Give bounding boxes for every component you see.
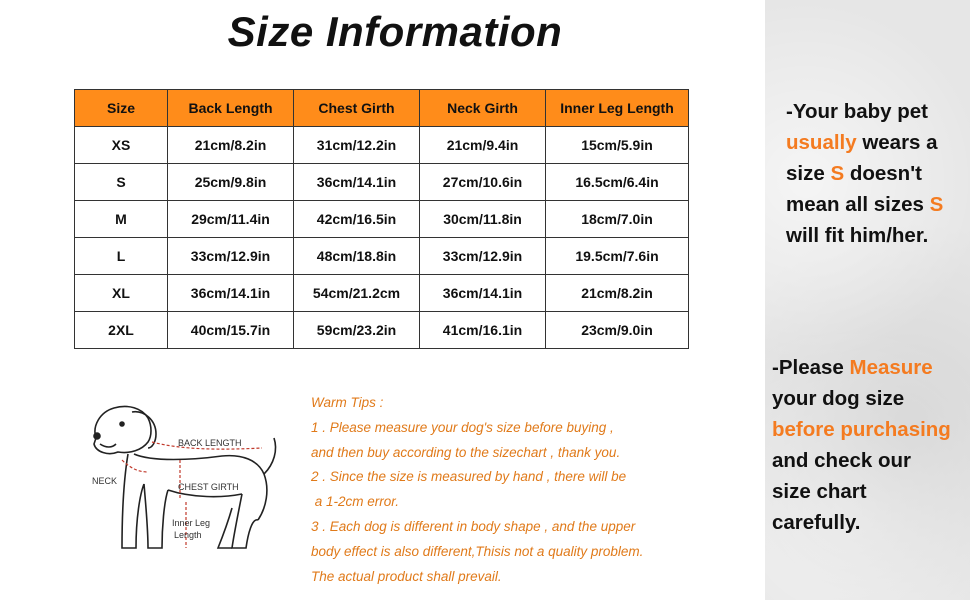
note-text: size chart bbox=[772, 480, 867, 503]
table-header-row bbox=[75, 90, 689, 127]
table-row bbox=[75, 201, 689, 238]
size-chart-table bbox=[74, 89, 689, 349]
size-cell: M bbox=[75, 201, 168, 238]
table-row bbox=[75, 238, 689, 275]
measurement-cell: 21cm/8.2in bbox=[546, 275, 689, 312]
column-header: Size bbox=[75, 90, 168, 127]
measurement-cell: 36cm/14.1in bbox=[420, 275, 546, 312]
note-highlight: Measure bbox=[849, 356, 933, 379]
measurement-cell: 33cm/12.9in bbox=[420, 238, 546, 275]
measurement-cell: 33cm/12.9in bbox=[168, 238, 294, 275]
sizing-note bbox=[786, 96, 943, 251]
measure-note bbox=[772, 352, 951, 538]
measurement-cell: 41cm/16.1in bbox=[420, 312, 546, 349]
note-text: -Your baby pet bbox=[786, 100, 928, 123]
note-text: will fit him/her. bbox=[786, 224, 929, 247]
column-header: Back Length bbox=[168, 90, 294, 127]
measurement-cell: 21cm/9.4in bbox=[420, 127, 546, 164]
measurement-cell: 59cm/23.2in bbox=[294, 312, 420, 349]
inner-leg-label: Inner Leg bbox=[172, 518, 211, 528]
note-highlight: usually bbox=[786, 131, 857, 154]
measurement-cell: 36cm/14.1in bbox=[168, 275, 294, 312]
tip-line: 3 . Each dog is different in body shape , and the upper bbox=[311, 518, 636, 534]
table-row bbox=[75, 275, 689, 312]
table-row bbox=[75, 312, 689, 349]
note-text: size bbox=[786, 162, 831, 185]
warm-tips bbox=[311, 391, 751, 589]
measurement-cell: 27cm/10.6in bbox=[420, 164, 546, 201]
column-header: Chest Girth bbox=[294, 90, 420, 127]
page-title: Size Information bbox=[227, 8, 563, 55]
note-text: carefully. bbox=[772, 511, 861, 534]
size-cell: L bbox=[75, 238, 168, 275]
measurement-cell: 21cm/8.2in bbox=[168, 127, 294, 164]
note-text: and check our bbox=[772, 449, 911, 472]
tip-line: and then buy according to the sizechart , thank you. bbox=[311, 444, 621, 460]
tips-heading: Warm Tips : bbox=[311, 395, 384, 410]
measurement-cell: 54cm/21.2cm bbox=[294, 275, 420, 312]
size-cell: 2XL bbox=[75, 312, 168, 349]
size-cell: XS bbox=[75, 127, 168, 164]
note-text: -Please bbox=[772, 356, 850, 379]
measurement-cell: 31cm/12.2in bbox=[294, 127, 420, 164]
size-cell: XL bbox=[75, 275, 168, 312]
note-highlight: before purchasing bbox=[772, 418, 951, 441]
note-text: your dog size bbox=[772, 387, 905, 410]
column-header: Inner Leg Length bbox=[546, 90, 689, 127]
measurement-cell: 16.5cm/6.4in bbox=[546, 164, 689, 201]
size-cell: S bbox=[75, 164, 168, 201]
tip-line: 1 . Please measure your dog's size before buying , bbox=[311, 419, 614, 435]
measurement-cell: 29cm/11.4in bbox=[168, 201, 294, 238]
measurement-cell: 30cm/11.8in bbox=[420, 201, 546, 238]
measurement-cell: 19.5cm/7.6in bbox=[546, 238, 689, 275]
column-header: Neck Girth bbox=[420, 90, 546, 127]
measurement-cell: 18cm/7.0in bbox=[546, 201, 689, 238]
note-highlight: S bbox=[929, 193, 944, 216]
measurement-cell: 36cm/14.1in bbox=[294, 164, 420, 201]
measurement-cell: 23cm/9.0in bbox=[546, 312, 689, 349]
chest-girth-label: CHEST GIRTH bbox=[178, 482, 239, 492]
table-row bbox=[75, 127, 689, 164]
measurement-cell: 40cm/15.7in bbox=[168, 312, 294, 349]
table-row bbox=[75, 164, 689, 201]
tip-line: 2 . Since the size is measured by hand , there will be bbox=[311, 469, 627, 485]
note-text: mean all sizes bbox=[786, 193, 930, 216]
neck-label: NECK bbox=[92, 476, 118, 486]
measurement-cell: 48cm/18.8in bbox=[294, 238, 420, 275]
measurement-cell: 15cm/5.9in bbox=[546, 127, 689, 164]
back-length-label: BACK LENGTH bbox=[178, 438, 242, 448]
note-highlight: S bbox=[830, 162, 845, 185]
measurement-cell: 42cm/16.5in bbox=[294, 201, 420, 238]
dog-measurement-diagram bbox=[82, 398, 292, 568]
tip-line: body effect is also different,Thisis not a quality problem. bbox=[311, 543, 644, 559]
note-text: wears a bbox=[856, 131, 938, 154]
note-text: doesn't bbox=[844, 162, 922, 185]
tip-line: The actual product shall prevail. bbox=[311, 568, 502, 584]
measurement-cell: 25cm/9.8in bbox=[168, 164, 294, 201]
tip-line: a 1-2cm error. bbox=[311, 494, 400, 510]
inner-leg-label: Length bbox=[174, 530, 202, 540]
